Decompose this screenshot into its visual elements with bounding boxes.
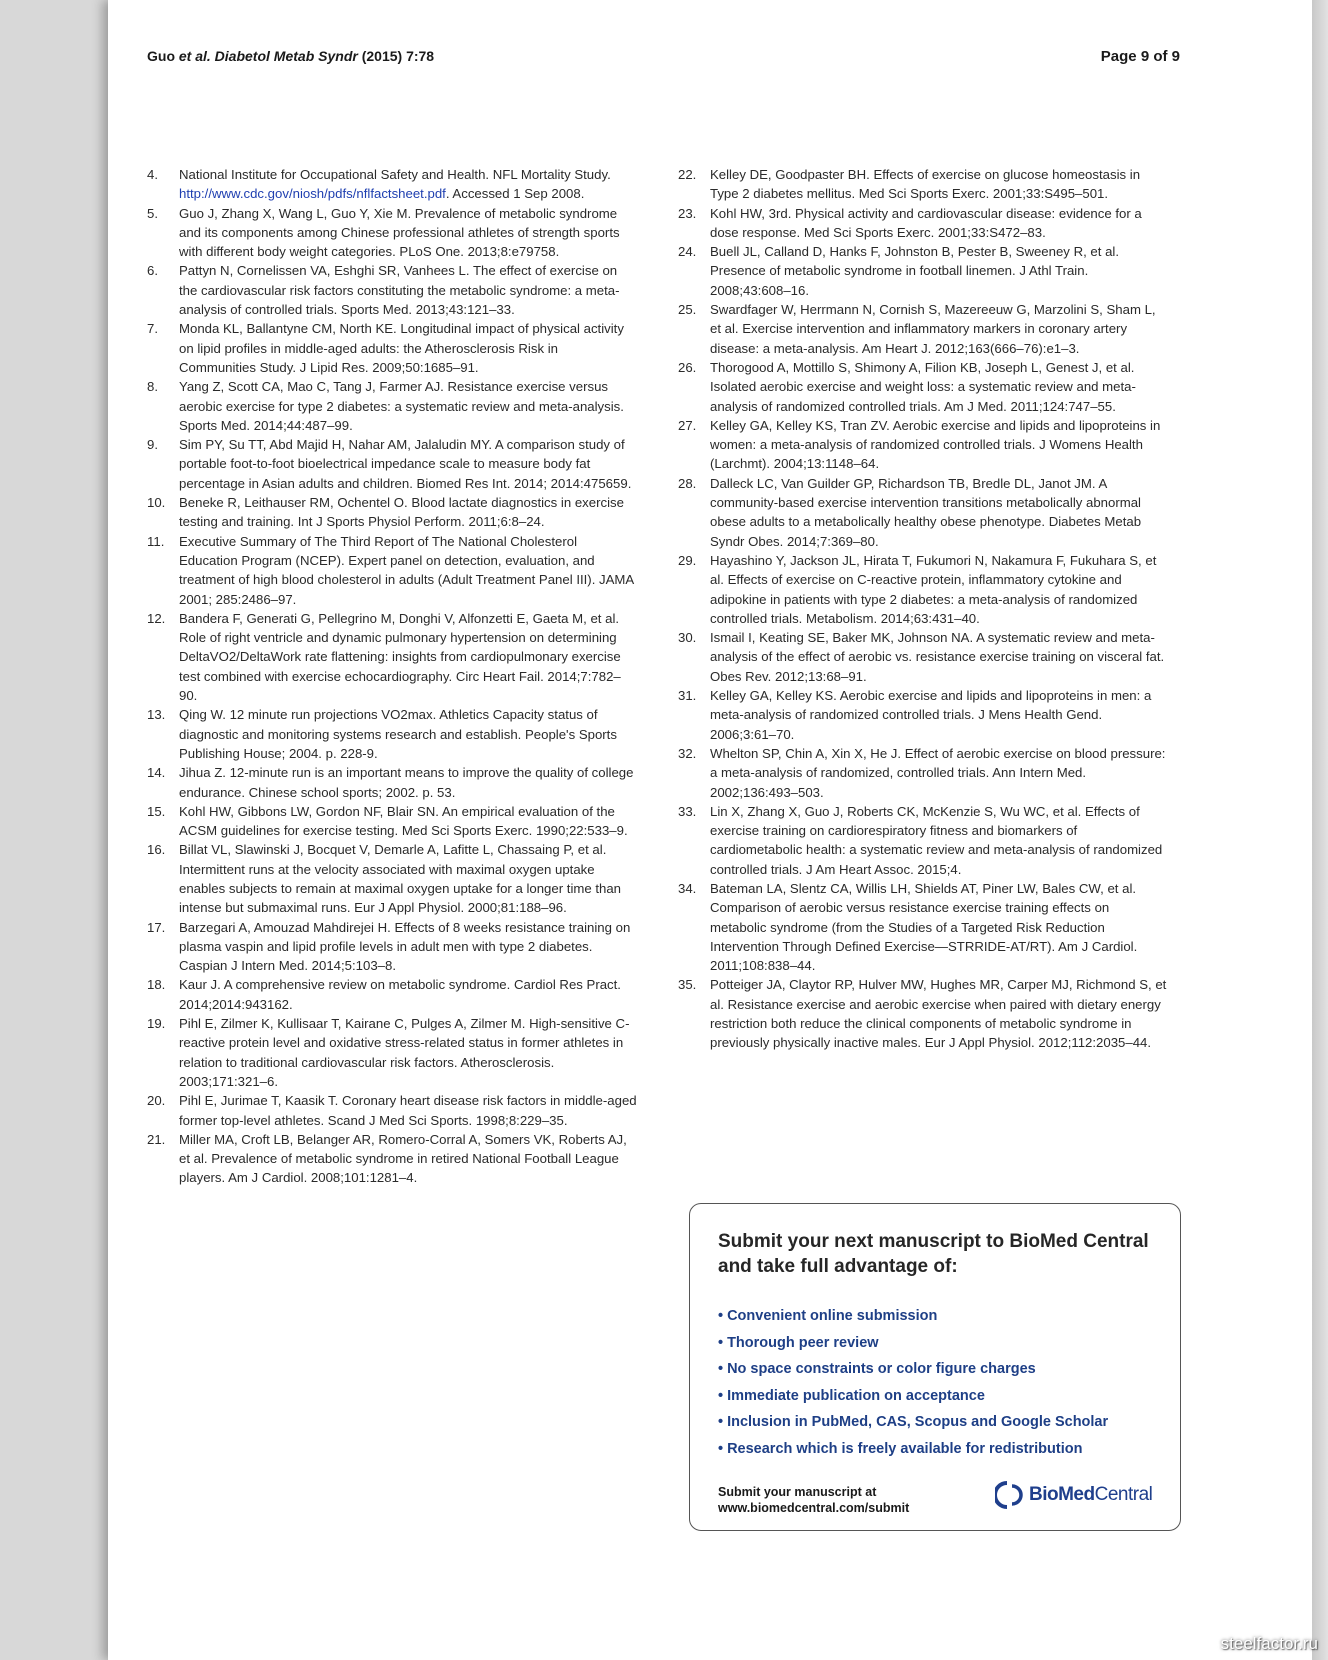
reference-number: 31. — [678, 688, 697, 704]
promo-benefit-item — [718, 1436, 1108, 1463]
reference-number: 22. — [678, 167, 697, 182]
promo-benefit-item — [718, 1409, 1108, 1436]
submit-line-1: Submit your manuscript at — [718, 1485, 877, 1499]
reference-number: 26. — [678, 359, 697, 375]
reference-number: 18. — [147, 977, 166, 993]
reference-item — [678, 358, 1168, 416]
bullet-icon: • — [718, 1308, 724, 1324]
reference-item — [147, 493, 637, 532]
reference-item — [147, 319, 637, 377]
reference-number: 25. — [678, 302, 697, 318]
reference-number: 32. — [678, 745, 697, 761]
reference-item — [147, 1130, 637, 1188]
reference-text: Sim PY, Su TT, Abd Majid H, Nahar AM, Jalaludin MY. A comparison study of portable foot-to-foot bioelectrical impedance scale to measure body fat percentage in Asian adults and children. Biomed Res Int. 2014; 2014:475659. — [179, 437, 632, 491]
citation-year: (2015) 7:78 — [357, 48, 435, 64]
citation-author: Guo — [147, 48, 179, 64]
watermark: steelfactor.ru — [1220, 1634, 1318, 1653]
reference-number: 13. — [147, 707, 166, 723]
reference-text: Executive Summary of The Third Report of The National Cholesterol Education Program (NCEP). Expert panel on detection, evaluation, and treatment of high blood cholesterol in adults (Adult Treatment Panel III). JAMA 2001; 285:2486–97. — [179, 533, 634, 607]
reference-text: Potteiger JA, Claytor RP, Hulver MW, Hughes MR, Carper MJ, Richmond S, et al. Resistance exercise and aerobic exercise when paired with dietary energy restriction both reduce the clinical components of metabolic syndrome in previously physically inactive males. Eur J Appl Physiol. 2012;112:2035–44. — [710, 977, 1167, 1051]
reference-number: 11. — [147, 533, 165, 549]
reference-number: 16. — [147, 842, 166, 858]
reference-text: Pihl E, Zilmer K, Kullisaar T, Kairane C, Pulges A, Zilmer M. High-sensitive C-reactive protein level and oxidative stress-related status in former athletes in relation to traditional cardiovascular risk factors. Atherosclerosis. 2003;171:321–6. — [179, 1016, 630, 1089]
reference-text: Whelton SP, Chin A, Xin X, He J. Effect of aerobic exercise on blood pressure: a meta-analysis of randomized, controlled trials. Ann Intern Med. 2002;136:493–503. — [710, 745, 1166, 800]
reference-item — [678, 744, 1168, 802]
promo-benefit-item — [718, 1303, 1108, 1330]
submit-info — [718, 1484, 909, 1516]
reference-text: Thorogood A, Mottillo S, Shimony A, Filion KB, Joseph L, Genest J, et al. Isolated aerobic exercise and weight loss: a systematic review and meta-analysis of randomized controlled trials. Am J Med. 2011;124:747–55. — [710, 359, 1136, 414]
reference-link[interactable]: http://www.cdc.gov/niosh/pdfs/nflfactsheet.pdf — [179, 186, 446, 202]
reference-text: Billat VL, Slawinski J, Bocquet V, Demarle A, Lafitte L, Chassaing P, et al. Intermittent runs at the velocity associated with maximal oxygen uptake enables subjects to remain at maximal oxygen uptake for a longer time than intense but submaximal runs. Eur J Appl Physiol. 2000;81:188–96. — [179, 842, 622, 916]
reference-item — [147, 1091, 637, 1130]
reference-item — [147, 532, 637, 609]
reference-text: Kaur J. A comprehensive review on metabolic syndrome. Cardiol Res Pract. 2014;2014:943162. — [179, 977, 621, 1012]
viewer-edge — [1312, 0, 1328, 1660]
reference-text: Barzegari A, Amouzad Mahdirejei H. Effects of 8 weeks resistance training on plasma vaspin and lipid profile levels in adult men with type 2 diabetes. Caspian J Intern Med. 2014;5:103–8. — [179, 919, 631, 974]
reference-item — [678, 879, 1168, 975]
reference-text — [179, 165, 637, 204]
reference-number: 19. — [147, 1016, 166, 1032]
reference-item — [147, 377, 637, 435]
reference-number: 33. — [678, 803, 697, 819]
reference-text: Swardfager W, Herrmann N, Cornish S, Mazereeuw G, Marzolini S, Sham L, et al. Exercise intervention and inflammatory markers in coronary artery disease: a meta-analysis. Am Heart J. 2012;163(666–76):e1–3. — [710, 302, 1156, 356]
reference-item — [147, 165, 637, 204]
reference-item — [678, 204, 1168, 243]
reference-item — [147, 705, 637, 763]
reference-item — [147, 763, 637, 802]
reference-item — [147, 975, 637, 1014]
reference-number: 17. — [147, 919, 166, 935]
bullet-icon: • — [718, 1334, 724, 1351]
reference-text: Hayashino Y, Jackson JL, Hirata T, Fukumori N, Nakamura F, Fukuhara S, et al. Effects of exercise on C-reactive protein, inflammatory cytokine and adipokine in patients with type 2 diabetes: a meta-analysis of randomized controlled trials. Metabolism. 2014;63:431–40. — [710, 552, 1157, 626]
reference-item — [678, 242, 1168, 300]
promo-benefit-text: Research which is freely available for redistribution — [727, 1440, 1083, 1457]
reference-number: 28. — [678, 475, 697, 491]
promo-title: Submit your next manuscript to BioMed Central and take full advantage of: — [718, 1231, 1149, 1277]
reference-text: Kohl HW, 3rd. Physical activity and cardiovascular disease: evidence for a dose response. Med Sci Sports Exerc. 2001;33:S472–83. — [710, 205, 1142, 240]
reference-text: Buell JL, Calland D, Hanks F, Johnston B, Pester B, Sweeney R, et al. Presence of metabolic syndrome in football linemen. J Athl Train. 2008;43:608–16. — [710, 244, 1120, 298]
bullet-icon: • — [718, 1414, 724, 1430]
reference-number: 30. — [678, 630, 697, 646]
reference-text: Kelley GA, Kelley KS, Tran ZV. Aerobic exercise and lipids and lipoproteins in women: a meta-analysis of randomized controlled trials. J Womens Health (Larchmt). 2004;13:1148–64. — [710, 417, 1161, 472]
reference-item — [678, 474, 1168, 551]
reference-text: Bandera F, Generati G, Pellegrino M, Donghi V, Alfonzetti E, Gaeta M, et al. Role of right ventricle and dynamic pulmonary hypertension on determining DeltaVO2/DeltaWork rate flattening: insights from cardiopulmonary exercise test combined with exercise echocardiography. Circ Heart Fail. 2014;7:782–90. — [179, 610, 621, 704]
reference-number: 35. — [678, 977, 697, 993]
reference-number: 10. — [147, 495, 166, 511]
references-column-left — [147, 165, 637, 1188]
reference-text-part: National Institute for Occupational Safety and Health. NFL Mortality Study. — [179, 167, 611, 182]
reference-number: 34. — [678, 880, 697, 896]
reference-number: 12. — [147, 610, 166, 626]
bullet-icon: • — [718, 1440, 724, 1457]
citation-journal: Diabetol Metab Syndr — [210, 48, 358, 64]
reference-text: Dalleck LC, Van Guilder GP, Richardson TB, Bredle DL, Janot JM. A community-based exercise intervention transitions metabolically abnormal obese adults to a metabolically healthy obese phenotype. Diabetes Metab Syndr Obes. 2014;7:369–80. — [710, 475, 1142, 549]
reference-item — [147, 204, 637, 262]
reference-text: Kohl HW, Gibbons LW, Gordon NF, Blair SN. An empirical evaluation of the ACSM guidelines for exercise testing. Med Sci Sports Exerc. 1990;22:533–9. — [179, 803, 628, 839]
reference-text: Kelley GA, Kelley KS. Aerobic exercise and lipids and lipoproteins in men: a meta-analysis of randomized controlled trials. J Mens Health Gend. 2006;3:61–70. — [710, 688, 1152, 742]
reference-text: Miller MA, Croft LB, Belanger AR, Romero-Corral A, Somers VK, Roberts AJ, et al. Prevalence of metabolic syndrome in retired National Football League players. Am J Cardiol. 2008;101:1281–4. — [179, 1131, 627, 1186]
reference-item — [147, 1014, 637, 1091]
reference-item — [678, 802, 1168, 879]
reference-text: Beneke R, Leithauser RM, Ochentel O. Blood lactate diagnostics in exercise testing and training. Int J Sports Physiol Perform. 2011;6:8–24. — [179, 495, 624, 530]
reference-number: 9. — [147, 437, 158, 453]
reference-number: 4. — [147, 167, 158, 182]
reference-item — [147, 609, 637, 705]
reference-number: 23. — [678, 205, 697, 221]
reference-item — [678, 975, 1168, 1052]
promo-benefit-item — [718, 1330, 1108, 1357]
reference-text: Kelley DE, Goodpaster BH. Effects of exercise on glucose homeostasis in Type 2 diabetes mellitus. Med Sci Sports Exerc. 2001;33:S495–501. — [710, 167, 1141, 202]
reference-item — [678, 628, 1168, 686]
reference-text: Guo J, Zhang X, Wang L, Guo Y, Xie M. Prevalence of metabolic syndrome and its components among Chinese professional athletes of strength sports with different body weight categories. PLoS One. 2013;8:e79758. — [179, 205, 620, 260]
reference-number: 20. — [147, 1093, 166, 1109]
promo-benefit-text: Convenient online submission — [727, 1308, 938, 1324]
reference-number: 5. — [147, 205, 158, 221]
reference-item — [147, 802, 637, 841]
running-header-citation — [147, 48, 434, 64]
promo-benefit-item — [718, 1383, 1108, 1410]
reference-text: Monda KL, Ballantyne CM, North KE. Longitudinal impact of physical activity on lipid profiles in middle-aged adults: the Atherosclerosis Risk in Communities Study. J Lipid Res. 2009;50:1685–91. — [179, 321, 624, 375]
reference-number: 6. — [147, 263, 158, 279]
page-number: Page 9 of 9 — [1100, 48, 1180, 65]
reference-item — [678, 416, 1168, 474]
reference-item — [147, 918, 637, 976]
citation-etal: et al. — [178, 48, 211, 64]
references-column-right — [678, 165, 1168, 1053]
reference-text: Ismail I, Keating SE, Baker MK, Johnson NA. A systematic review and meta-analysis of the effect of aerobic vs. resistance exercise training on visceral fat. Obes Rev. 2012;13:68–91. — [710, 630, 1165, 684]
reference-number: 14. — [147, 765, 166, 781]
reference-text: Pihl E, Jurimae T, Kaasik T. Coronary heart disease risk factors in middle-aged former top-level athletes. Scand J Med Sci Sports. 1998;8:229–35. — [179, 1093, 637, 1128]
reference-item — [147, 435, 637, 493]
bullet-icon: • — [718, 1361, 724, 1377]
reference-number: 7. — [147, 321, 158, 337]
reference-text: Pattyn N, Cornelissen VA, Eshghi SR, Vanhees L. The effect of exercise on the cardiovascular risk factors constituting the metabolic syndrome: a meta-analysis of controlled trials. Sports Med. 2013;43:121–33. — [179, 263, 620, 318]
reference-number: 29. — [678, 552, 697, 568]
promo-benefit-text: Immediate publication on acceptance — [727, 1387, 985, 1404]
reference-text: Bateman LA, Slentz CA, Willis LH, Shields AT, Piner LW, Bales CW, et al. Comparison of aerobic versus resistance exercise training effects on metabolic syndrome (from the Studies of a Targeted Risk Reduction Intervention Through Defined Exercise—STRRIDE-AT/RT). Am J Cardiol. 2011;108:838–44. — [710, 880, 1138, 974]
reference-text: Yang Z, Scott CA, Mao C, Tang J, Farmer AJ. Resistance exercise versus aerobic exercise for type 2 diabetes: a systematic review and meta-analysis. Sports Med. 2014;44:487–99. — [179, 379, 624, 433]
reference-item — [678, 551, 1168, 628]
bullet-icon: • — [718, 1387, 724, 1404]
promo-benefit-item — [718, 1356, 1108, 1383]
reference-item — [678, 686, 1168, 744]
reference-item — [678, 165, 1168, 204]
biomed-central-logo-icon — [995, 1480, 1025, 1510]
reference-number: 24. — [678, 244, 697, 260]
reference-number: 15. — [147, 803, 166, 819]
submit-url-link[interactable]: www.biomedcentral.com/submit — [718, 1501, 910, 1515]
reference-item — [147, 261, 637, 319]
reference-number: 27. — [678, 417, 697, 433]
promo-benefit-text: Inclusion in PubMed, CAS, Scopus and Google Scholar — [727, 1414, 1109, 1430]
reference-number: 21. — [147, 1131, 166, 1147]
reference-item — [147, 840, 637, 917]
promo-benefit-text: No space constraints or color figure charges — [727, 1361, 1036, 1377]
biomed-central-promo-box — [689, 1203, 1181, 1531]
reference-text: Lin X, Zhang X, Guo J, Roberts CK, McKenzie S, Wu WC, et al. Effects of exercise training on cardiorespiratory fitness and biomarkers of cardiometabolic health: a systematic review and meta-analysis of randomized controlled trials. J Am Heart Assoc. 2015;4. — [710, 803, 1163, 877]
reference-text-part: . Accessed 1 Sep 2008. — [445, 186, 585, 202]
reference-text: Jihua Z. 12-minute run is an important means to improve the quality of college endurance. Chinese school sports; 2002. p. 53. — [179, 765, 634, 800]
promo-benefits-list — [718, 1303, 1108, 1462]
promo-benefit-text: Thorough peer review — [727, 1334, 879, 1351]
logo-bio-text: BioMed — [1029, 1484, 1095, 1505]
logo-central-text: Central — [1094, 1484, 1153, 1505]
reference-number: 8. — [147, 379, 158, 395]
reference-item — [678, 300, 1168, 358]
biomed-central-logo — [995, 1480, 1152, 1510]
reference-text: Qing W. 12 minute run projections VO2max. Athletics Capacity status of diagnostic and monitoring systems research and establish. People's Sports Publishing House; 2004. p. 228-9. — [179, 707, 617, 761]
